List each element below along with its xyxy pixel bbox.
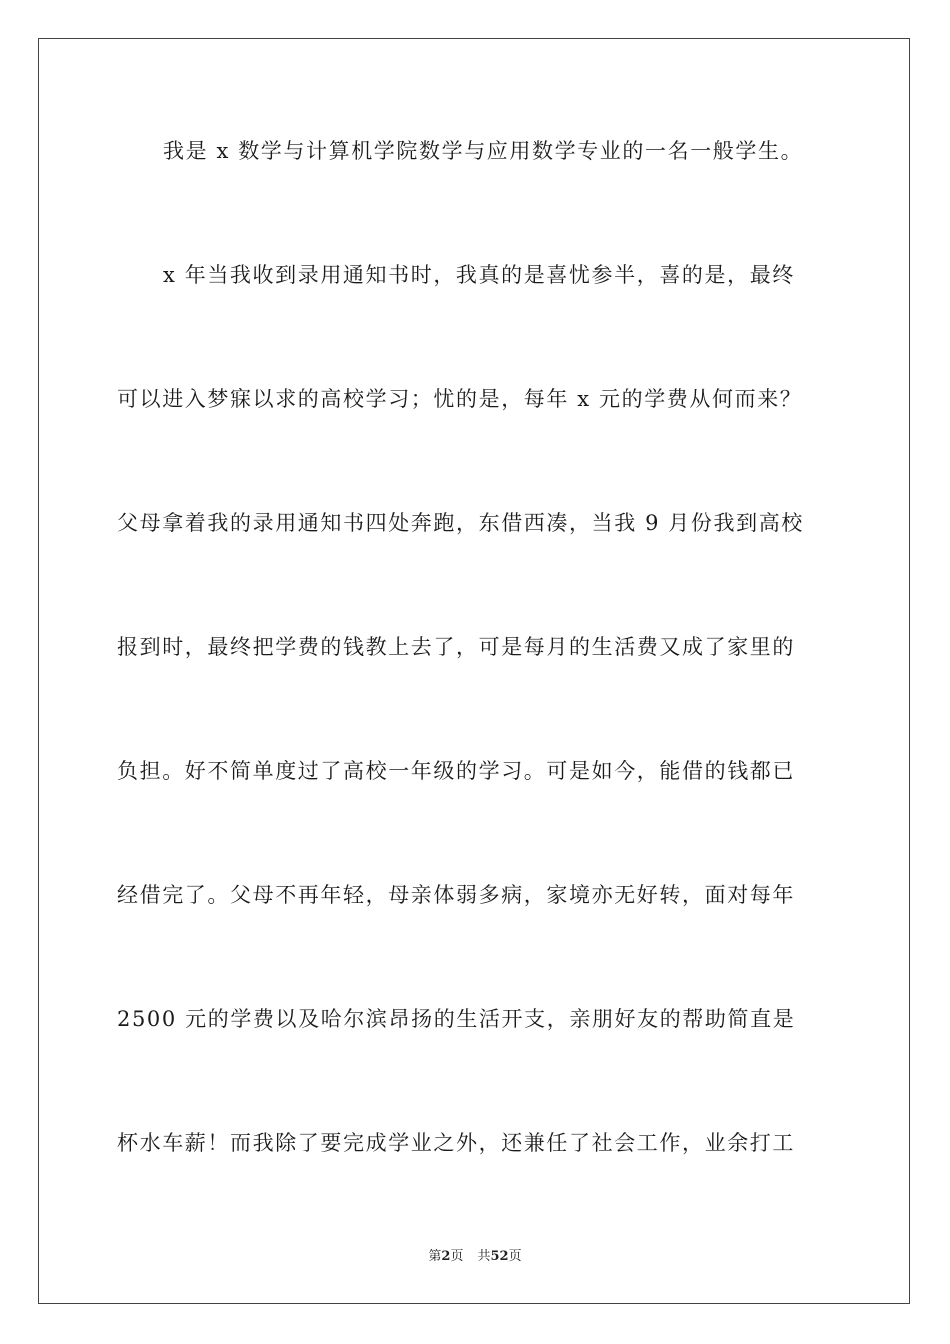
- page-suffix: 页: [450, 1249, 464, 1264]
- paragraph-line: 杯水车薪！而我除了要完成学业之外，还兼任了社会工作，业余打工: [117, 1131, 795, 1155]
- page-prefix: 第: [428, 1249, 442, 1264]
- paragraph-line: 负担。好不简单度过了高校一年级的学习。可是如今，能借的钱都已: [117, 759, 795, 783]
- paragraph-line: 报到时，最终把学费的钱教上去了，可是每月的生活费又成了家里的: [117, 635, 795, 659]
- paragraph-line: 父母拿着我的录用通知书四处奔跑，东借西凑，当我 9 月份我到高校: [117, 511, 804, 535]
- paragraph-line: 我是 x 数学与计算机学院数学与应用数学专业的一名一般学生。: [163, 139, 804, 163]
- paragraph-line: 2500 元的学费以及哈尔滨昂扬的生活开支，亲朋好友的帮助简直是: [117, 1007, 796, 1031]
- page-footer: [0, 1248, 950, 1266]
- page-border: [38, 38, 910, 1304]
- total-pages: 52: [490, 1249, 509, 1264]
- paragraph-line: 可以进入梦寐以求的高校学习；忧的是，每年 x 元的学费从何而来？: [117, 387, 803, 411]
- paragraph-line: x 年当我收到录用通知书时，我真的是喜忧参半，喜的是，最终: [163, 263, 795, 287]
- page-number: 2: [441, 1249, 451, 1264]
- paragraph-line: 经借完了。父母不再年轻，母亲体弱多病，家境亦无好转，面对每年: [117, 883, 795, 907]
- total-prefix: 共: [477, 1249, 491, 1264]
- total-suffix: 页: [508, 1249, 522, 1264]
